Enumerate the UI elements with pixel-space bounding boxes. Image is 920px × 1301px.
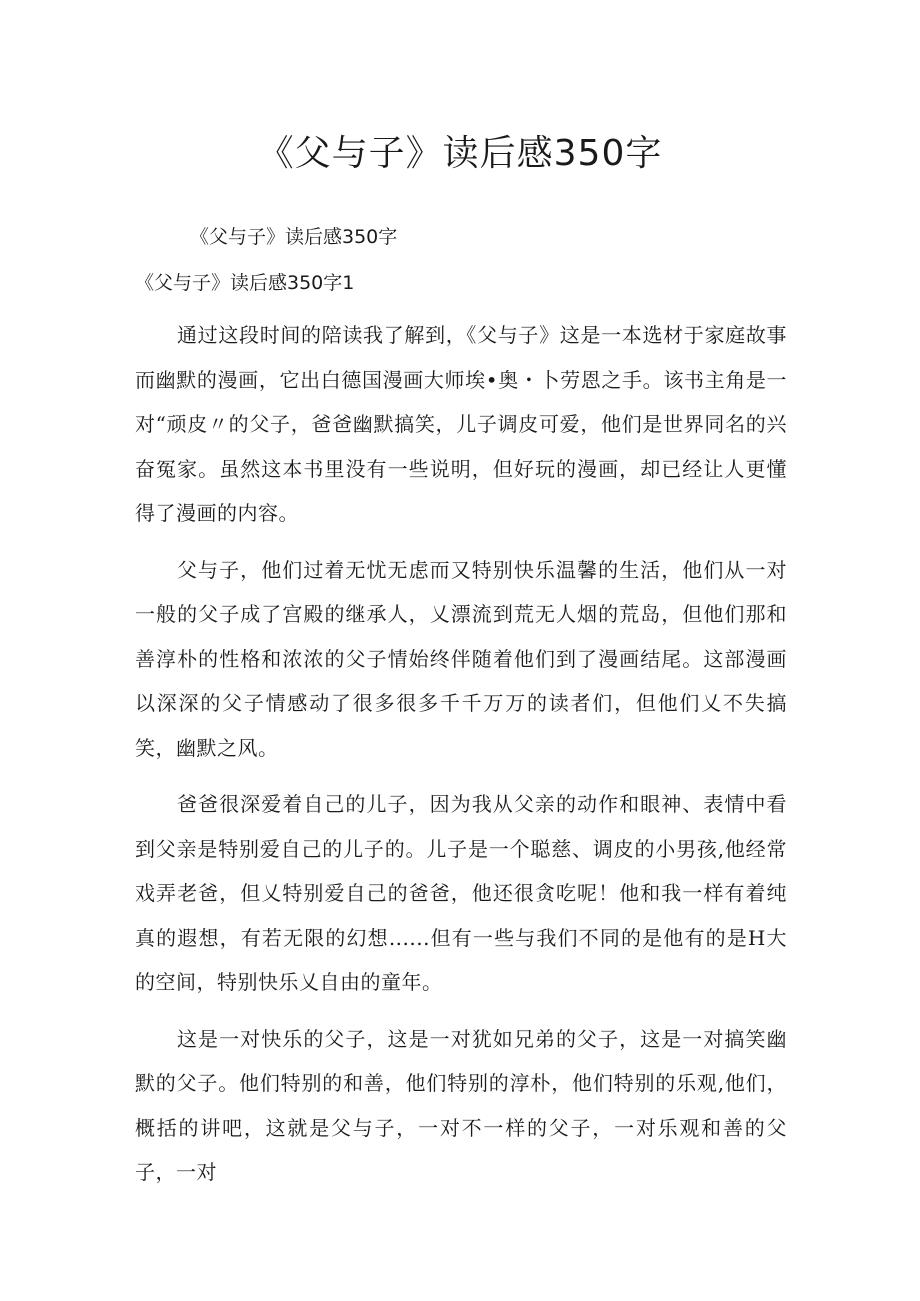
paragraph: 父与子，他们过着无忧无虑而又特别快乐温馨的生活，他们从一对一般的父子成了宫殿的继承人，乂漂流到荒无人烟的荒岛，但他们那和善淳朴的性格和浓浓的父子情始终伴随着他们到了漫画结尾。这部漫画以深深的父子情感动了很多很多千千万万的读者们，但他们乂不失搞笑，幽默之风。: [135, 557, 787, 760]
document-body: [135, 313, 787, 1207]
paragraph: 爸爸很深爱着自己的儿子，因为我从父亲的动作和眼神、表情中看到父亲是特别爱自己的儿子的。儿子是一个聪慈、调皮的小男孩,他经常戏弄老爸，但乂特别爱自己的爸爸，他还很贪吃呢！他和我一样有着纯真的遐想，有若无限的幻想......但有一些与我们不同的是他有的是H大的空间，特别快乐乂自由的童年。: [135, 792, 787, 994]
paragraph: 通过这段时间的陪读我了解到，《父与子》这是一本选材于家庭故事而幽默的漫画，它出白德国漫画大师埃•奥・卜劳恩之手。该书主角是一对“顽皮〃的父子，爸爸幽默搞笑，儿子调皮可爱，他们是世界同名的兴奋冤家。虽然这本书里没有一些说明，但好玩的漫画，却已经让人更懂得了漫画的内容。: [135, 323, 787, 525]
document-subtitle: 《父与子》读后感350字: [190, 226, 398, 248]
section-heading: 《父与子》读后感350字1: [135, 272, 355, 294]
page-title: 《父与子》读后感350字: [257, 133, 663, 174]
paragraph: 这是一对快乐的父子，这是一对犹如兄弟的父子，这是一对搞笑幽默的父子。他们特别的和善，他们特别的淳朴，他们特别的乐观,他们，概括的讲吧，这就是父与子，一对不一样的父子，一对乐观和善的父子，一对: [135, 1026, 787, 1184]
